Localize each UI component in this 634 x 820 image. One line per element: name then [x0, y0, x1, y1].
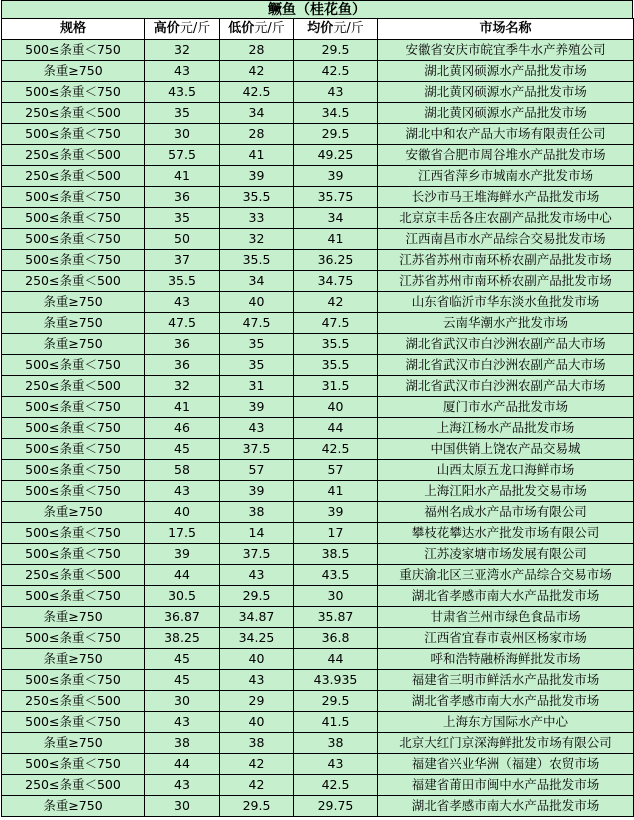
market-name-cell: 湖北中和农产品大市场有限责任公司	[378, 124, 634, 145]
table-row	[2, 754, 634, 775]
low-price-cell: 40	[220, 292, 294, 313]
table-row	[2, 397, 634, 418]
high-price-cell: 36	[145, 187, 220, 208]
spec-cell: 250≤条重＜500	[2, 691, 145, 712]
col-header-low-price: 低价元/斤	[220, 19, 294, 40]
spec-cell: 250≤条重＜500	[2, 145, 145, 166]
avg-price-cell: 30	[294, 586, 378, 607]
low-price-cell: 43	[220, 565, 294, 586]
table-row	[2, 334, 634, 355]
spec-cell: 500≤条重＜750	[2, 439, 145, 460]
avg-price-cell: 35.5	[294, 334, 378, 355]
market-name-cell: 江西省萍乡市城南水产批发市场	[378, 166, 634, 187]
table-row	[2, 796, 634, 817]
col-header-high-price: 高价元/斤	[145, 19, 220, 40]
high-price-cell: 45	[145, 439, 220, 460]
avg-price-cell: 34	[294, 208, 378, 229]
market-name-cell: 湖北黄冈硕源水产品批发市场	[378, 103, 634, 124]
market-name-cell: 江苏省苏州市南环桥农副产品批发市场	[378, 271, 634, 292]
market-name-cell: 湖北省孝感市南大水产品批发市场	[378, 691, 634, 712]
spec-cell: 500≤条重＜750	[2, 397, 145, 418]
spec-cell: 500≤条重＜750	[2, 355, 145, 376]
high-price-cell: 43	[145, 292, 220, 313]
avg-price-cell: 38.5	[294, 544, 378, 565]
market-name-cell: 北京大红门京深海鲜批发市场有限公司	[378, 733, 634, 754]
table-row	[2, 649, 634, 670]
spec-cell: 条重≥750	[2, 313, 145, 334]
avg-price-cell: 40	[294, 397, 378, 418]
avg-price-cell: 41.5	[294, 712, 378, 733]
high-price-cell: 41	[145, 397, 220, 418]
spec-cell: 条重≥750	[2, 733, 145, 754]
high-price-cell: 43	[145, 712, 220, 733]
table-row	[2, 82, 634, 103]
table-row	[2, 61, 634, 82]
market-name-cell: 湖北黄冈硕源水产品批发市场	[378, 61, 634, 82]
price-table	[1, 18, 634, 817]
avg-price-cell: 44	[294, 418, 378, 439]
table-row	[2, 523, 634, 544]
table-row	[2, 124, 634, 145]
market-name-cell: 福州名成水产品市场有限公司	[378, 502, 634, 523]
market-name-cell: 江苏凌家塘市场发展有限公司	[378, 544, 634, 565]
market-name-cell: 湖北省武汉市白沙洲农副产品大市场	[378, 334, 634, 355]
high-price-cell: 44	[145, 754, 220, 775]
market-name-cell: 湖北省孝感市南大水产品批发市场	[378, 586, 634, 607]
avg-price-cell: 34.75	[294, 271, 378, 292]
market-name-cell: 甘肃省兰州市绿色食品市场	[378, 607, 634, 628]
low-price-cell: 32	[220, 229, 294, 250]
high-price-cell: 50	[145, 229, 220, 250]
avg-price-cell: 38	[294, 733, 378, 754]
low-price-cell: 34.25	[220, 628, 294, 649]
high-price-cell: 58	[145, 460, 220, 481]
table-row	[2, 607, 634, 628]
high-price-cell: 57.5	[145, 145, 220, 166]
high-price-cell: 36	[145, 334, 220, 355]
avg-price-cell: 39	[294, 502, 378, 523]
high-price-cell: 40	[145, 502, 220, 523]
spec-cell: 500≤条重＜750	[2, 712, 145, 733]
low-price-cell: 14	[220, 523, 294, 544]
high-price-cell: 45	[145, 670, 220, 691]
market-name-cell: 上海江杨水产品批发市场	[378, 418, 634, 439]
avg-price-cell: 42	[294, 292, 378, 313]
market-name-cell: 北京京丰岳各庄农副产品批发市场中心	[378, 208, 634, 229]
table-row	[2, 271, 634, 292]
table-row	[2, 208, 634, 229]
high-price-cell: 45	[145, 649, 220, 670]
low-price-cell: 37.5	[220, 544, 294, 565]
high-price-cell: 35	[145, 103, 220, 124]
avg-price-cell: 43.5	[294, 565, 378, 586]
high-price-cell: 46	[145, 418, 220, 439]
avg-price-cell: 35.75	[294, 187, 378, 208]
col-header-spec: 规格	[2, 19, 145, 40]
high-price-cell: 43	[145, 61, 220, 82]
table-row	[2, 313, 634, 334]
spec-cell: 250≤条重＜500	[2, 775, 145, 796]
spec-cell: 500≤条重＜750	[2, 460, 145, 481]
spec-cell: 500≤条重＜750	[2, 124, 145, 145]
low-price-cell: 29	[220, 691, 294, 712]
high-price-cell: 17.5	[145, 523, 220, 544]
low-price-cell: 57	[220, 460, 294, 481]
market-name-cell: 长沙市马王堆海鲜水产品批发市场	[378, 187, 634, 208]
spec-cell: 500≤条重＜750	[2, 523, 145, 544]
high-price-cell: 38.25	[145, 628, 220, 649]
spec-cell: 500≤条重＜750	[2, 229, 145, 250]
avg-price-cell: 29.5	[294, 40, 378, 61]
low-price-cell: 39	[220, 397, 294, 418]
high-price-cell: 35	[145, 208, 220, 229]
high-price-cell: 39	[145, 544, 220, 565]
table-row	[2, 103, 634, 124]
market-name-cell: 湖北省孝感市南大水产品批发市场	[378, 796, 634, 817]
low-price-cell: 29.5	[220, 586, 294, 607]
avg-price-cell: 29.5	[294, 124, 378, 145]
low-price-cell: 28	[220, 40, 294, 61]
low-price-cell: 42.5	[220, 82, 294, 103]
avg-price-cell: 29.5	[294, 691, 378, 712]
market-name-cell: 安徽省安庆市皖宜季牛水产养殖公司	[378, 40, 634, 61]
table-row	[2, 439, 634, 460]
spec-cell: 250≤条重＜500	[2, 376, 145, 397]
table-row	[2, 292, 634, 313]
avg-price-cell: 49.25	[294, 145, 378, 166]
avg-price-cell: 43	[294, 82, 378, 103]
low-price-cell: 35	[220, 334, 294, 355]
col-header-market: 市场名称	[378, 19, 634, 40]
avg-price-cell: 44	[294, 649, 378, 670]
low-price-cell: 28	[220, 124, 294, 145]
table-row	[2, 40, 634, 61]
low-price-cell: 35.5	[220, 250, 294, 271]
high-price-cell: 43	[145, 775, 220, 796]
low-price-cell: 39	[220, 166, 294, 187]
high-price-cell: 43.5	[145, 82, 220, 103]
market-name-cell: 江苏省苏州市南环桥农副产品批发市场	[378, 250, 634, 271]
market-name-cell: 江西省宜春市袁州区杨家市场	[378, 628, 634, 649]
high-price-cell: 30	[145, 124, 220, 145]
high-price-cell: 36.87	[145, 607, 220, 628]
low-price-cell: 33	[220, 208, 294, 229]
spec-cell: 250≤条重＜500	[2, 103, 145, 124]
market-name-cell: 上海江阳水产品批发交易市场	[378, 481, 634, 502]
avg-price-cell: 34.5	[294, 103, 378, 124]
avg-price-cell: 43	[294, 754, 378, 775]
avg-price-cell: 17	[294, 523, 378, 544]
low-price-cell: 34.87	[220, 607, 294, 628]
spec-cell: 500≤条重＜750	[2, 481, 145, 502]
table-row	[2, 460, 634, 481]
market-name-cell: 安徽省合肥市周谷堆水产品批发市场	[378, 145, 634, 166]
table-row	[2, 187, 634, 208]
avg-price-cell: 29.75	[294, 796, 378, 817]
avg-price-cell: 35.5	[294, 355, 378, 376]
avg-price-cell: 31.5	[294, 376, 378, 397]
spec-cell: 条重≥750	[2, 796, 145, 817]
market-name-cell: 上海东方国际水产中心	[378, 712, 634, 733]
table-row	[2, 586, 634, 607]
spec-cell: 条重≥750	[2, 334, 145, 355]
low-price-cell: 42	[220, 61, 294, 82]
low-price-cell: 38	[220, 733, 294, 754]
spec-cell: 500≤条重＜750	[2, 754, 145, 775]
price-sheet	[1, 0, 633, 817]
table-row	[2, 418, 634, 439]
low-price-cell: 47.5	[220, 313, 294, 334]
spec-cell: 500≤条重＜750	[2, 82, 145, 103]
market-name-cell: 湖北黄冈硕源水产品批发市场	[378, 82, 634, 103]
market-name-cell: 中国供销上饶农产品交易城	[378, 439, 634, 460]
avg-price-cell: 57	[294, 460, 378, 481]
table-row	[2, 712, 634, 733]
avg-price-cell: 36.25	[294, 250, 378, 271]
sheet-title: 鳜鱼（桂花鱼）	[1, 0, 633, 18]
table-row	[2, 502, 634, 523]
low-price-cell: 43	[220, 670, 294, 691]
low-price-cell: 37.5	[220, 439, 294, 460]
table-row	[2, 229, 634, 250]
table-row	[2, 376, 634, 397]
high-price-cell: 44	[145, 565, 220, 586]
market-name-cell: 福建省三明市鲜活水产品批发市场	[378, 670, 634, 691]
market-name-cell: 呼和浩特融桥海鲜批发市场	[378, 649, 634, 670]
market-name-cell: 攀枝花攀达水产批发市场有限公司	[378, 523, 634, 544]
high-price-cell: 41	[145, 166, 220, 187]
low-price-cell: 39	[220, 481, 294, 502]
market-name-cell: 福建省莆田市闽中水产品批发市场	[378, 775, 634, 796]
low-price-cell: 29.5	[220, 796, 294, 817]
table-row	[2, 691, 634, 712]
table-row	[2, 250, 634, 271]
spec-cell: 条重≥750	[2, 292, 145, 313]
spec-cell: 500≤条重＜750	[2, 187, 145, 208]
market-name-cell: 厦门市水产品批发市场	[378, 397, 634, 418]
spec-cell: 500≤条重＜750	[2, 670, 145, 691]
spec-cell: 500≤条重＜750	[2, 586, 145, 607]
table-row	[2, 733, 634, 754]
table-row	[2, 145, 634, 166]
avg-price-cell: 42.5	[294, 775, 378, 796]
high-price-cell: 38	[145, 733, 220, 754]
market-name-cell: 重庆渝北区三亚湾水产品综合交易市场	[378, 565, 634, 586]
avg-price-cell: 35.87	[294, 607, 378, 628]
low-price-cell: 43	[220, 418, 294, 439]
table-row	[2, 775, 634, 796]
market-name-cell: 江西南昌市水产品综合交易批发市场	[378, 229, 634, 250]
spec-cell: 条重≥750	[2, 61, 145, 82]
spec-cell: 500≤条重＜750	[2, 628, 145, 649]
table-body	[2, 40, 634, 817]
avg-price-cell: 41	[294, 481, 378, 502]
high-price-cell: 30.5	[145, 586, 220, 607]
spec-cell: 条重≥750	[2, 649, 145, 670]
market-name-cell: 山东省临沂市华东淡水鱼批发市场	[378, 292, 634, 313]
low-price-cell: 34	[220, 103, 294, 124]
high-price-cell: 47.5	[145, 313, 220, 334]
spec-cell: 500≤条重＜750	[2, 208, 145, 229]
spec-cell: 250≤条重＜500	[2, 271, 145, 292]
high-price-cell: 43	[145, 481, 220, 502]
avg-price-cell: 41	[294, 229, 378, 250]
market-name-cell: 湖北省武汉市白沙洲农副产品大市场	[378, 355, 634, 376]
table-row	[2, 628, 634, 649]
spec-cell: 500≤条重＜750	[2, 418, 145, 439]
table-row	[2, 670, 634, 691]
high-price-cell: 37	[145, 250, 220, 271]
low-price-cell: 35.5	[220, 187, 294, 208]
spec-cell: 250≤条重＜500	[2, 565, 145, 586]
avg-price-cell: 42.5	[294, 61, 378, 82]
low-price-cell: 38	[220, 502, 294, 523]
spec-cell: 250≤条重＜500	[2, 166, 145, 187]
high-price-cell: 30	[145, 796, 220, 817]
spec-cell: 500≤条重＜750	[2, 250, 145, 271]
table-row	[2, 166, 634, 187]
spec-cell: 条重≥750	[2, 502, 145, 523]
high-price-cell: 32	[145, 40, 220, 61]
market-name-cell: 湖北省武汉市白沙洲农副产品大市场	[378, 376, 634, 397]
avg-price-cell: 39	[294, 166, 378, 187]
low-price-cell: 40	[220, 649, 294, 670]
table-row	[2, 544, 634, 565]
table-row	[2, 481, 634, 502]
market-name-cell: 云南华潮水产批发市场	[378, 313, 634, 334]
avg-price-cell: 43.935	[294, 670, 378, 691]
low-price-cell: 31	[220, 376, 294, 397]
header-row	[2, 19, 634, 40]
low-price-cell: 41	[220, 145, 294, 166]
market-name-cell: 福建省兴业华洲（福建）农贸市场	[378, 754, 634, 775]
col-header-avg-price: 均价元/斤	[294, 19, 378, 40]
avg-price-cell: 42.5	[294, 439, 378, 460]
table-row	[2, 565, 634, 586]
high-price-cell: 32	[145, 376, 220, 397]
low-price-cell: 35	[220, 355, 294, 376]
market-name-cell: 山西太原五龙口海鲜市场	[378, 460, 634, 481]
low-price-cell: 42	[220, 775, 294, 796]
high-price-cell: 35.5	[145, 271, 220, 292]
avg-price-cell: 36.8	[294, 628, 378, 649]
high-price-cell: 30	[145, 691, 220, 712]
low-price-cell: 42	[220, 754, 294, 775]
low-price-cell: 34	[220, 271, 294, 292]
table-row	[2, 355, 634, 376]
spec-cell: 500≤条重＜750	[2, 544, 145, 565]
spec-cell: 500≤条重＜750	[2, 40, 145, 61]
low-price-cell: 40	[220, 712, 294, 733]
high-price-cell: 36	[145, 355, 220, 376]
avg-price-cell: 47.5	[294, 313, 378, 334]
spec-cell: 条重≥750	[2, 607, 145, 628]
